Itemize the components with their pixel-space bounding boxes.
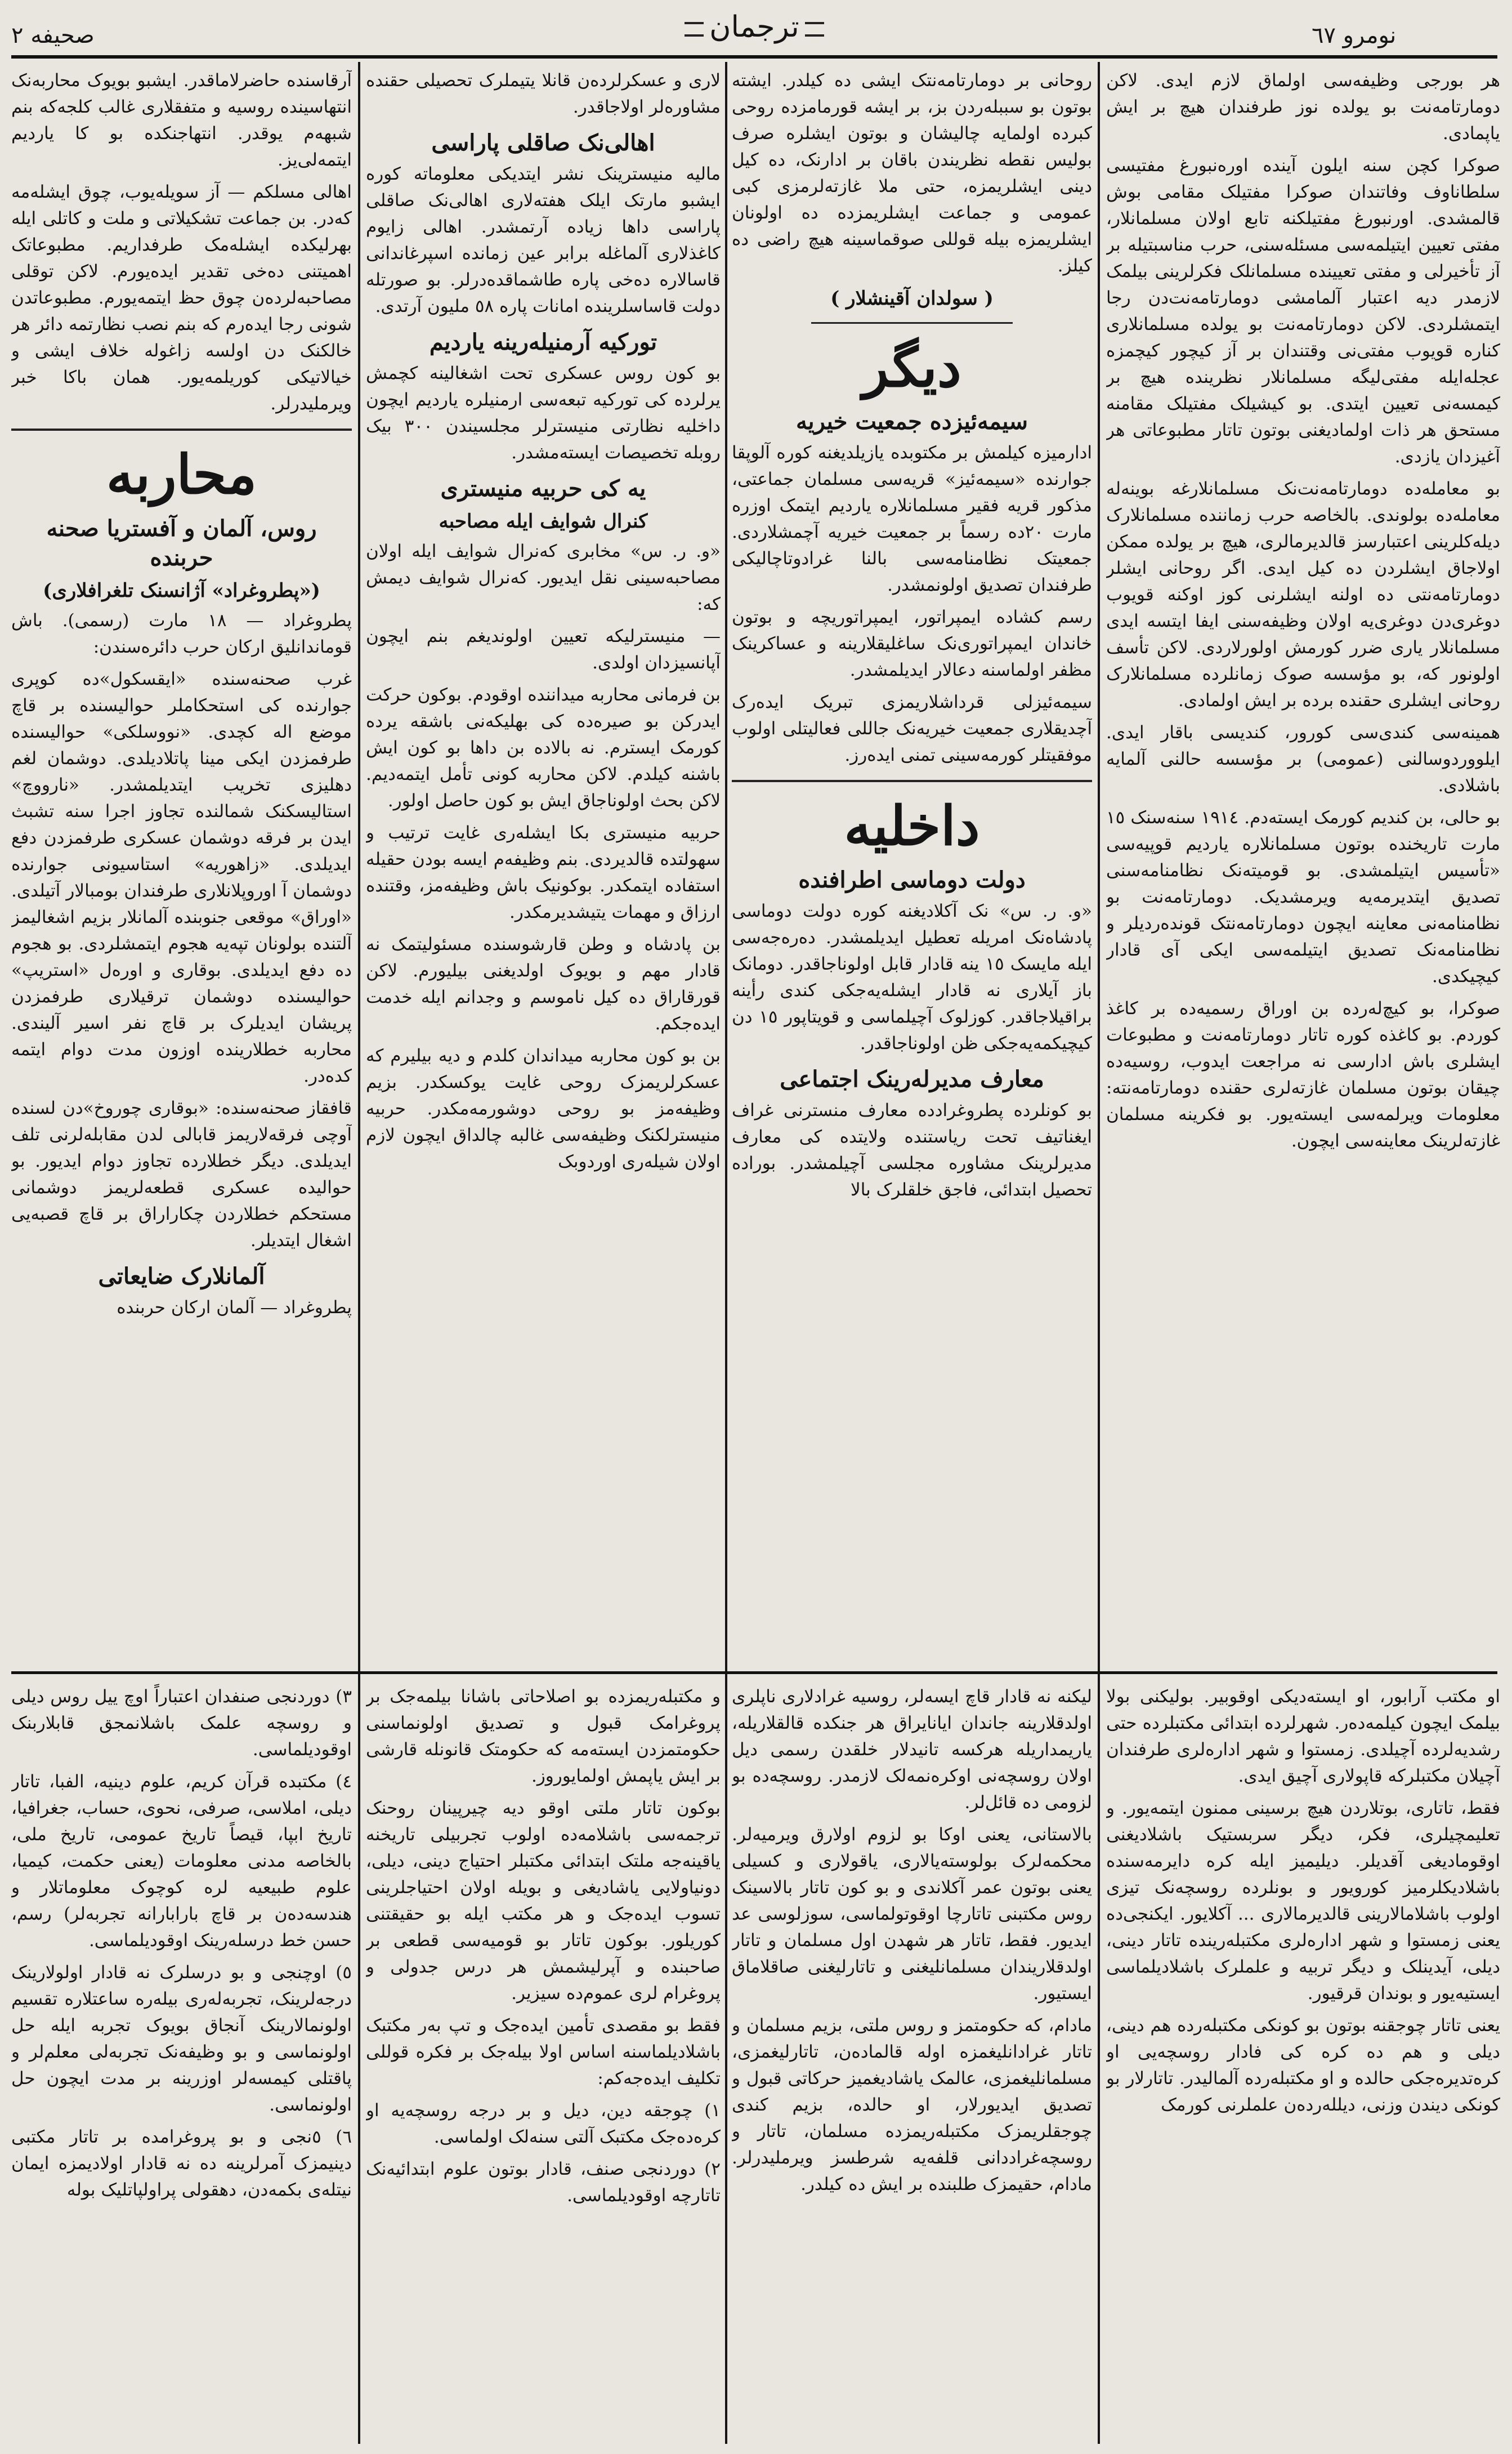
column-upper-4 <box>11 68 352 1661</box>
article-signature: ( سولدان آقینشلار ) <box>830 287 994 310</box>
article-subtitle: («پطروغراد» آژانسنک تلغرافلاری) <box>43 579 320 602</box>
article-paragraph: ٥) اوچنجی و بو درسلرک نه قادار اولولارینک درجه‌لرینک، تجربه‌له‌ری بیله‌ره ساعتلاره تقسیم اولونمالارینک آنجاق بویوک تجربه ایله حل اولونماسی و بو وظیفه‌نک تجربه‌لی معلم‌لر و پاقتلی کیمسه‌لر اوزرینه بر مدت ایچون حل اولونماسی. <box>11 1962 352 2115</box>
article-paragraph: بن پادشاه و وطن قارشوسنده مسئولیتمک نه قادار مهم و بویوک اولدیغنی بیلیورم. لاکن قورقاراق ده کیل ناموسم و وجدانم ایله خدمت ایده‌جکم. <box>366 934 721 1034</box>
article-paragraph: فقط بو مقصدی تأمین ایده‌جک و تپ به‌ر مکتبک باشلادیلماسنه اساس اولا بیله‌جک بر فکره قوللی تکلیف ایده‌جه‌کم: <box>366 2015 721 2089</box>
column-lower-3 <box>366 1684 721 2444</box>
article-subtitle: کنرال شوایف ایله مصاحبه <box>439 510 648 533</box>
article-title: اهالی‌نک صاقلی پاراسی <box>431 130 655 156</box>
column-lower-2 <box>732 1684 1092 2444</box>
column-lower-1 <box>1106 1684 1500 2444</box>
article-paragraph: سیمه‌ئیزلی قرداشلاریمزی تبریک ایده‌رک آچدیقلاری جمعیت خیریه‌نک جاللی فعالیتلی اولوب موفقیتلر کورمه‌سینی تمنی ایده‌رز. <box>732 692 1092 765</box>
article-paragraph: مادام، که حکومتمز و روس ملتی، بزیم مسلمان و تاتار غرادانلیغمزه اوله قالماده‌ن، تاتارلیغمزی، مسلمانلیغمزی، عالمک یاشادیغمیز حرکاتی قبول و تصدیق ایدیورلار، او حالده، بزیم کندی چوجقلریمزک مکتبله‌ریمزده مسلمان، تاتار و روسچه‌غراددانی قلفه‌یه شرطسز ویرملیدرلر. مادام، حقیمزک طلبنده بر ایش ده کیلدر. <box>732 2015 1092 2194</box>
article-paragraph: بو کون روس عسکری تحت اشغالینه کچمش یرلرده کی تورکیه تبعه‌سی ارمنیلره یاردیم ایچون داخلیه نظارتی منیسترلر مجلسیندن ٣٠٠ بیک روبله تخصیصات ایسته‌مشدر. <box>366 363 721 463</box>
article-paragraph: فقط، تاتاری، بوتلاردن هیچ برسینی ممنون ایتمه‌یور. و تعلیمچیلری، فکر، دیگر سربستیک باشلادیغنی اوقومادیغی آقدیلر. دیلیمیز ایله کره دایرمه‌سنده باشلادیکلرمیز کورویور و بونلرده روسچه‌نک تیزی اولوب باشلامالارینی قالدیرمالاری ... آکلایور. ایکنجی‌ده یعنی زمستوا و شهر اداره‌لری مکتبله‌رینده تاتار دینی، دیلی، آیدینلک و دیگر تربیه و علملرک باشلادیلماسی ایستیه‌یور و بوندان قرقیور. <box>1106 1798 1500 2004</box>
article-paragraph: غرب صحنه‌سنده «ایقسکول»ده کوپری جوارنده کی استحکاملر حوالیسنده بر قاچ موضع اله کچدی. «نووسلکی» حوالیسنده طرفمزدن ایکی مینا پاتلادیلدی. دوشمان لغم دهلیزی تخریب ایتدیلمشدر. «نارووچ» استالیسکنک شمالنده تجاوز اجرا سنه تشبث ایدن بر فرقه دوشمان عسکری طرفمزدن دفع ایدیلدی. «زاهوریه» استاسیونی جوارنده دوشمان آ اوروپلانلاری طرفندان بومبالار آتیلدی. «اوراق» موقعی جنوبنده آلمانلار بزیم اشغالیمز آلتنده بولونان تپه‌یه هجوم ایتمشلردی. بو هجوم ده دفع ایدیلدی. بوقاری و اوره‌ل «استریپ» حوالیسنده دوشمان ترقیلاری طرفمزدن پریشان ایدیلرک بر قاچ نفر اسیر آلیندی. محاربه خطلارینده اوزون مدت دوام ایتمه کده‌در. <box>11 669 352 1086</box>
article-paragraph: بوکون تاتار ملتی اوقو دیه چیرپینان روحنک ترجمه‌سی باشلامه‌ده اولوب تجربیلی تاریخنه یاقینه‌جه ملتک ابتدائی مکتبلر احتیاج دینی، دیلی، دونیاولایی یاشادیغی و بویله اولان احتیاجلرینی تسوب ایده‌جک و هر مکتب ایله بو حقیقتنی کوریلور. بوکون تاتار بو قومیه‌سی قطعی بر صاحبنده و آپرلیشمش هر درس جدولی و پروغرام لری عموم‌ده سیزیر. <box>366 1798 721 2004</box>
masthead-rule <box>11 55 1497 59</box>
issue-label: نومرو ٦٧ <box>1312 23 1397 48</box>
article-paragraph: رسم کشاده ایمپراتور، ایمپراتوریچه و بوتون خاندان ایمپراتوری‌نک ساغلیقلارینه و عساکرینک مظفر اولماسنه دعالار ایدیلمشدر. <box>732 607 1092 680</box>
article-paragraph: صوکرا کچن سنه ایلون آینده اوره‌نبورغ مفتیسی سلطاناوف وفاتندان صوکرا مفتیلک مقامی بوش قالمشدی. اورنبورغ مفتیلکنه تابع اولان مسلمانلار، مفتی تعیین ایتیلمه‌سی مسئله‌سنی، حرب مناسبتیله بر آز تأخیرلی و مفتی تعیینده مسلمانلک فکرلرینی بیلمک لازمدر دیه اعتبار آلمامشی دومارتامه‌نت‌دن رجا ایتمشلردی. لاکن دومارتامه‌نت بو یولده مسلمانلاری کناره قویوب مفتی‌نی وقتندان بر آز کیچور کیچمزه عجله‌ایله مفتی‌لیگه مسلمانلار نظرینده هیچ بر کیمسه‌نی تعیین ایتدی. بو کیشیلک مفتیلک مقامنه مستحق هر ذات اولمادیغنی بوتون تاتار مطبوعاتی هر آغیزدان یازدی. <box>1106 155 1500 467</box>
article-paragraph: آرقاسنده حاضرلاماقدر. ایشبو بویوک محاربه‌نک انتهاسینده روسیه و متفقلاری غالب کلجه‌که بنم شبهه‌م یوقدر. انتهاجنکده بو کا یاردیم ایتمه‌لی‌یز. <box>11 70 352 170</box>
article-paragraph: همینه‌سی کندی‌سی کورور، کندیسی باقار ایدی. ایلووردوسالنی (عمومی) بر مؤسسه حالنی آلمایه باشلادی. <box>1106 722 1500 796</box>
article-paragraph: بن بو کون محاربه میداندان کلدم و دیه بیلیرم که عسکرلریمزک روحی غایت یوکسکدر. بزیم وظیفه‌مز بو روحی دوشورمه‌مکدر. حربیه منیسترلکنک وظیفه‌سی غالبه چالداق ایچون لازم اولان شیله‌ری اوردوبک <box>366 1046 721 1172</box>
column-lower-4 <box>11 1684 352 2444</box>
paper-title-block <box>664 10 844 44</box>
article-paragraph: مالیه منیسترینک نشر ایتدیکی معلوماته کوره ایشبو مارتک ایلک هفته‌لاری اهالی‌نک صاقلی پاراسی داها زیاده آرتمشدر. اهالی زایوم کاغذلاری آلماغله برابر عین زمانده اسپرغاندانی قاسالاره ده‌خی پاره طاشماقده‌درلر. بو صورتله دولت قاساسلرینده امانات پاره ٥٨ ملیون آرتدی. <box>366 164 721 316</box>
article-paragraph: «و. ر. س» نک آکلادیغنه کوره دولت دوماسی پادشاه‌نک امریله تعطیل ایدیلمشدر. ده‌ره‌جه‌سی ایله مایسک ١٥ ینه قادار قابل اولوناجاقدر. دومانک باز آیلاری نه قادار ایشله‌یه‌جکی کندی رأینه براقیلاجاقدر. کوزلوک آچیلماسی و قویتاپور ١٥ دن کیچیکمه‌یه‌جکی ظن اولوناجاقدر. <box>732 901 1092 1054</box>
column-upper-3 <box>366 68 721 1661</box>
article-paragraph: حربیه منیستری بکا ایشله‌ری غایت ترتیب و سهولتده قالدیردی. بنم وظیفه‌م ایسه بودن حقیله استفاده ایتمکدر. بوکونیک باش وظیفه‌مز، وقتنده ارزاق و مهمات یتیشدیرمکدر. <box>366 823 721 922</box>
separator <box>811 322 1013 324</box>
article-paragraph: بو حالی، بن کندیم کورمک ایسته‌دم. ١٩١٤ سنه‌سنک ١٥ مارت تاریخنده بوتون مسلمانلاره یاردیم قوپیه‌سی «تأسیس ایتیلمشدی. بو قومیته‌نک نظامنامه‌سنی تصدیق ایتدیرمه‌یه ویرمشدیک. دومارتامه‌نت بو نظامنامه‌نی معاینه ایچون دومارتامه‌نتک قونده‌ردیلر و نظامنامه‌نک تصدیق ایتیلمه‌سی ایکی آی قادار کیچیکدی. <box>1106 807 1500 987</box>
article-paragraph: یعنی تاتار چوجقنه بوتون بو کونکی مکتبله‌رده هم دینی، دیلی و هم ده کره کی فادار روسچه‌یی او کره‌تدیره‌جکی حالده و او مکتبله‌رده آلمالیدر. تاتارلار بو کونکی دیندن وزنی، دیلله‌رده‌ن علملرنی کورمک <box>1106 2015 1500 2115</box>
article-paragraph: صوکرا، بو کیچ‌له‌رده بن اوراق رسمیه‌ده بر کاغذ کوردم. بو کاغذه کوره تاتار دومارتامه‌نت و مطبوعات ایشلری باش ادارسی نه مراجعت ایدوب، روسیه‌ده چیقان بوتون مسلمان غازته‌لری حقنده دومارتامه‌نته: معلومات ویرلمه‌سی ایسته‌یور. بو فکرینه مسلمان غازته‌لرینک معاینه‌سی ایچون. <box>1106 998 1500 1151</box>
article-paragraph: ١) چوجقه دین، دیل و بر درجه روسچه‌یه او کره‌ده‌جک مکتبک آلتی سنه‌لک اولماسی. <box>366 2100 721 2147</box>
article-paragraph: بن فرمانی محاربه میداننده اوقودم. بوکون حرکت ایدرکن بو صیره‌ده کی بهلیکه‌نی باشقه یرده کورمک ایسترم. نه بالاده بن داها بو کون ایش باشنه کیلدم. لاکن محاربه کونی تأمل ایتمه‌دیم. لاکن بحث اولونا‌جاق ایش بو کون حاصل اولور. <box>366 685 721 811</box>
article-title: آلمانلارک ضایعاتی <box>98 1263 265 1290</box>
article-paragraph: — منیسترلیکه تعیین اولوندیغم بنم ایچون آپانسیزدان اولدی. <box>366 626 721 673</box>
ornament-icon <box>685 22 704 37</box>
article-paragraph: ٣) دوردنجی صنفدان اعتباراً اوچ ییل روس دیلی و روسچه علمک باشلانمجق قابلاربنک اوقودیلماسی. <box>11 1686 352 1760</box>
article-paragraph: ٦) ٥نجی و بو پروغرامده بر تاتار مکتبی دینیمزک آمرلرینه ده نه قادار اولادیمزه ایمان نیتله‌ی بکمه‌دن، دهقولی پراولپاتلیک بوله <box>11 2127 352 2200</box>
masthead <box>0 0 1512 56</box>
ornament-icon <box>805 22 824 37</box>
article-paragraph: پطروغراد — ١٨ مارت (رسمی). باش قوماندانلیق ارکان حرب دائره‌سندن: <box>11 610 352 657</box>
article-paragraph: هر بورجی وظیفه‌سی اولماق لازم ایدی. لاکن دومارتامه‌نت بو یولده نوز طرفندان هیچ بر ایش یاپمادی. <box>1106 70 1500 144</box>
column-upper-2 <box>732 68 1092 1661</box>
article-paragraph: بو معامله‌ده دومارتامه‌نت‌نک مسلمانلارغه بوینه‌له معامله‌ده بولوندی. بالخاصه حرب زماننده مسلمانلارک دیله‌کلرینی اعتبارسز قالدیرمالری، هیچ بر یولده ممکن اولاجاق ایشلردن ده کیل ایدی. اگر روحانی ایشلر دومارتامه‌نتی ده اولنه ایشلرنی کوز اوکنه قویوب دوغری‌دن دوغری‌یه اولان وظیفه‌سنی ایفا ایتسه ایدی مسلمانلار یاری ضرر کورمش اولورلاردی. لاکن تأسف اولونور که، بو مؤسسه صوک زمانلرده مسلمانلارک روحانی ایشلری حقنده برده بر ایش اولمادی. <box>1106 479 1500 711</box>
page-label: صحیفه ٢ <box>11 23 95 48</box>
article-paragraph: و مکتبله‌ریمزده بو اصلاحاتی باشانا بیلمه‌جک بر پروغرامک قبول و تصدیق اولونماسنی حکومتمزدن ایسته‌مه که حکومتک قانونله قارشی بر ایش یاپمش اولمایوروز. <box>366 1686 721 1786</box>
article-paragraph: بالاستانی، یعنی اوکا بو لزوم اولارق ویرمیه‌لر. محکمه‌لرک بولوسته‌یالاری، یاقولاری و کسیلی یعنی بوتون عمر آکلاندی و بو کون تاتار بالاسینک روس مکتبنی تاتارچا اوقوتولماسی، سوزلوسی عد ایدیور. فقط، تاتار هر شهدن اول مسلمان و تاتار اولدقلاریندان مسلمانلیغنی و تاتارلیغنی صاقلاماق ایستیور. <box>732 1824 1092 2004</box>
article-paragraph: بو کونلرده پطروغرادده معارف منسترنی غراف ایغناتیف تحت ریاستنده ولایتده کی معارف مدیرلرینک مشاوره مجلسی آچیلمشدر. بوراده تحصیل ابتدائی، فاجق خلقلرک بالا <box>732 1100 1092 1200</box>
article-paragraph: اهالی مسلکم — آز سویله‌یوب، چوق ایشله‌مه که‌در. بن جماعت تشکیلاتی و ملت و کاتلی ایله بهرلیکده ایشله‌مک طرفداریم. مطبوعاتک اهمیتنی ده‌خی تقدیر ایده‌یورم. لاکن توقلی مصاحبه‌لرده‌ن چوق حظ ایتمه‌یورم. مطبوعاتدن شونی رجا ایده‌رم که بنم نصب نظارتمه دائر هر خالکنک دن اولسه زاغوله خلاف ایشی و خیالاتیکی کوریلمه‌یور. همان باکا خبر ویرملیدرلر. <box>11 182 352 414</box>
article-title: معارف مدیرله‌رینک اجتماعی <box>780 1066 1044 1092</box>
article-paragraph: ادارمیزه کیلمش بر مکتوبده یازیلدیغنه کوره آلوپقا جوارنده «سیمه‌ئیز» قریه‌سی مسلمان جماعتی، مذکور قریه فقیر مسلمانلاره یاردیم ایتمک اوزره مارت ٢٠ده رسماً بر جمعیت خیریه آچمشلاردی. جمعیتک نظامنامه‌سی بالنا غرادوتاچالیکی طرفندان تصدیق اولونمشدر. <box>732 443 1092 595</box>
separator <box>732 780 1092 782</box>
article-title: تورکیه آرمنیله‌رینه یاردیم <box>429 329 657 355</box>
article-paragraph: پطروغراد — آلمان ارکان حربنده <box>117 1297 352 1318</box>
article-paragraph: او مکتب آرابور، او ایسته‌دیکی اوقوبیر. بولیکنی بولا بیلمک ایچون کیلمه‌ده‌ر. شهرلرده ابتدائی مکتبلرده حتی رشدیه‌لرده آچیلدی. زمستوا و شهر اداره‌لری طرفندان آچیلان مکتبلرکه قاپولاری آچیق ایدی. <box>1106 1686 1500 1786</box>
article-paragraph: لیکنه نه قادار قاچ ایسه‌لر، روسیه غرادلاری ناپلری اولدقلارینه جاندان ایانایراق هر جنکده قالقلاریله، یاریمداریله هرکسه تانیدلار خلقدن رسمی دیل اولان روسچه‌نی اوکره‌نمه‌لک لازمدر. روسچه‌ده بو لزومی ده قائل‌لر. <box>732 1686 1092 1813</box>
column-upper-1 <box>1106 68 1500 1661</box>
article-paragraph: روحانی بر دومارتامه‌نتک ایشی ده کیلدر. ایشته بوتون بو سببله‌ردن بز، بر ایشه قورمامزده روحی کبرده اولمایه چالیشان و بوتون ایشلره صرف بولیس نقطه نظریندن باقان بر ادارنک، ده کیل دینی ایشلریمزه، حتی ملا غازته‌لرمزی کبی عمومی و جماعت ایشلریمزده ده اولونان ایشلریمزه بیله قوللی صوقماسینه هیچ راضی ده کیلز. <box>732 70 1092 276</box>
article-title: سیمه‌ئیزده جمعیت خیریه <box>796 408 1028 435</box>
article-paragraph: «و. ر. س» مخابری که‌نرال شوایف ایله اولان مصاحبه‌سینی نقل ایدیور. که‌نرال شوایف دیمش که: <box>366 541 721 614</box>
separator <box>11 429 352 431</box>
article-paragraph: لاری و عسکرلرده‌ن قانلا یتیملرک تحصیلی حقنده مشاوره‌لر اولاجاقدر. <box>366 70 721 117</box>
article-title: روس، آلمان و آفستریا صحنه حربنده <box>46 515 317 571</box>
band-divider <box>11 1671 1497 1674</box>
article-title: یه کی حربیه منیستری <box>440 475 646 502</box>
column-divider <box>725 62 727 2444</box>
article-paragraph: ٢) دوردنجی صنف، قادار بوتون علوم ابتدائیه‌نک تاتارچه اوقودیلماسی. <box>366 2159 721 2206</box>
article-paragraph: قافقاز صحنه‌سنده: «بوقاری چوروخ»دن لسنده آوچی فرقه‌لاریمز قابالی لدن مقابله‌لرنی تلف ایدیلدی. دیگر خطلارده تجاوز دوام ایدیور. بو حوالیده عسکری قطعه‌لریمز دوشمانی مستحکم خطلاردن چکاراراق بر قاچ قصبه‌یی اشغال ایتدیلر. <box>11 1098 352 1251</box>
article-paragraph: ٤) مکتبده قرآن کریم، علوم دینیه، الفبا، تاتار دیلی، املاسی، صرفی، نحوی، حساب، جغرافیا، تاریخ ابپا، قیصاً تاریخ عمومی، تاریخ ملی، بالخاصه مدنی معلومات (یعنی حکمت، کیمیا، علوم طبیعیه لره کوچوک معلوماتلار و هندسه‌ده‌ن بر قاچ بارابارانه تجربه‌لر) رسم، حسن خط درسله‌رینک اوقودیلماسی. <box>11 1772 352 1951</box>
section-heading: محاربه <box>106 443 257 506</box>
section-heading: دیگر <box>862 336 961 399</box>
column-divider <box>358 62 360 2444</box>
paper-title: ترجمان <box>709 10 799 44</box>
column-divider <box>1098 62 1100 2444</box>
article-title: دولت دوماسی اطرافنده <box>798 867 1026 893</box>
section-heading: داخلیه <box>844 794 980 858</box>
